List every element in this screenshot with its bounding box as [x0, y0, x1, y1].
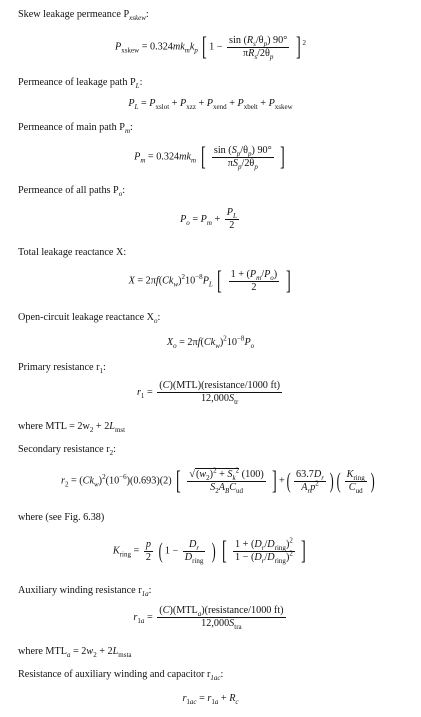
- label-leakage-path: Permeance of leakage path $P_L$:: [18, 77, 143, 91]
- label-auxiliary-resistance: Auxiliary winding resistance $r_{1a}$:: [18, 585, 152, 599]
- label-total-leakage-reactance: Total leakage reactance X:: [18, 247, 127, 258]
- label-mtla-definition: where $MTL_a = 2w_2 + 2L_{msta}$: [18, 646, 132, 660]
- equation-primary-resistance: $r_1$ = $\frac{\text{(C)(MTL)(resistance/1000 ft)}}{12,000S_{tr}}$: [136, 380, 281, 407]
- equation-total-reactance: $X = 2\pi f(Ck_w)^210^{-8}P_L$ [ $\frac{1 + (P_m/P_o)}{2}$ ]: [128, 266, 291, 295]
- equation-k-ring: $K_{ring}$ = $\frac{p}{2}$ ( 1 − $\frac{D_r}{D_{ring}}$ ) [ $\frac{1 + (D_r/D_{ring})^2}{1 - (D_r/D_{ring})^2}$ ]: [112, 536, 307, 565]
- equation-auxiliary-resistance: $r_{1a}$ = $\frac{(C)(MTL_a)(resistance/1000 ft)}{12,000S_{tra}}$: [133, 605, 284, 632]
- equation-leakage-path: $P_L = P_{xslot} + P_{xzz} + P_{xend} + P_{xbelt} + P_{xskew}$: [128, 98, 293, 112]
- equation-open-circuit: $X_o = 2\pi f(Ck_w)^210^{-8}P_o$: [166, 334, 255, 351]
- label-secondary-resistance: Secondary resistance $r_2$:: [18, 444, 116, 458]
- equation-secondary-resistance: $r_2 = (Ck_w)^2(10^{-6})(0.693)(2)$ [ $\frac{√(w_2)^2 + S_k^2 (100)}{S_2A_BC_{ud}}$ ] +( $\frac{63.7D_r}{A_rp^2}$ ) ( $\frac{K_{ring}}{C_{ud}}$ ): [60, 466, 375, 496]
- equation-skew-permeance: $P_{xskew} = 0.324mk_mk_p$ [ 1 − $\frac{\sin (R_s/\theta_p) 90^\circ}{\pi R_s/2\theta_p}$ ] $^2$: [115, 32, 306, 61]
- equation-main-path: $P_m = 0.324mk_m$ [ $\frac{\sin (S_p/\theta_p) 90^\circ}{\pi S_p/2\theta_p}$ ]: [134, 142, 285, 171]
- label-aux-capacitor-resistance: Resistance of auxiliary winding and capacitor $r_{1ac}$:: [18, 669, 224, 683]
- label-all-paths: Permeance of all paths $P_o$:: [18, 185, 126, 199]
- label-open-circuit-reactance: Open-circuit leakage reactance $X_o$:: [18, 312, 161, 326]
- label-mtl-definition: where MTL = $2w_2 + 2L_{mst}$: [18, 421, 126, 435]
- equation-aux-capacitor-resistance: $r_{1ac} = r_{1a} + R_c$: [182, 693, 239, 707]
- label-primary-resistance: Primary resistance $r_1$:: [18, 362, 106, 376]
- equation-all-paths: $P_o = P_m$ + $\frac{P_L}{2}$: [180, 207, 237, 231]
- label-main-path: Permeance of main path $P_m$:: [18, 122, 133, 136]
- label-see-figure: where (see Fig. 6.38): [18, 512, 105, 523]
- label-skew-leakage: Skew leakage permeance $P_{xskew}$:: [18, 9, 149, 23]
